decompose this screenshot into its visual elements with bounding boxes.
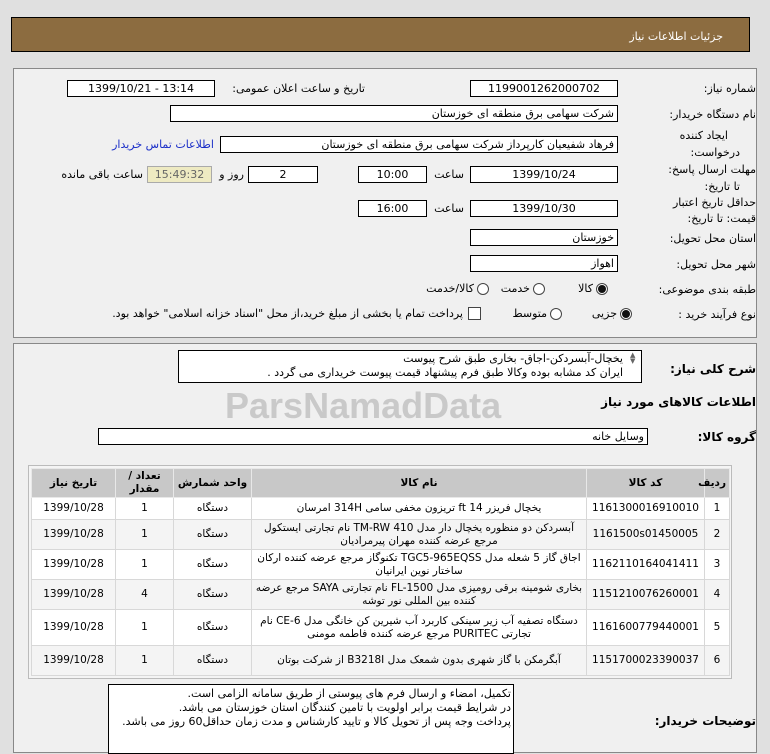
days-label: روز و (219, 168, 244, 181)
category-both-radio[interactable] (477, 283, 489, 295)
group-field: وسایل خانه (98, 428, 648, 445)
cell-name: بخاری شومینه برقی رومیزی مدل FL-1500 نام تجارتی SAYA مرجع عرضه کننده بین المللی نور توشه (252, 580, 587, 610)
time-remaining-field: 15:49:32 (147, 166, 212, 183)
category-service-radio[interactable] (533, 283, 545, 295)
cell-row-number: 1 (705, 498, 730, 520)
cell-code: 1151210076260001 (587, 580, 705, 610)
city-label: شهر محل تحویل: (676, 258, 756, 271)
need-number-field: 1199001262000702 (470, 80, 618, 97)
city-field: اهواز (470, 255, 618, 272)
category-both-label: کالا/خدمت (426, 282, 474, 295)
table-row (32, 498, 730, 520)
watermark: ParsNamadData (225, 385, 502, 426)
creator-label-1: ایجاد کننده (679, 129, 728, 142)
province-label: استان محل تحویل: (669, 232, 756, 245)
cell-date: 1399/10/28 (32, 520, 116, 550)
cell-code: 1161500s01450005 (587, 520, 705, 550)
page-title: جزئیات اطلاعات نیاز (629, 30, 723, 43)
days-remaining-field: 2 (248, 166, 318, 183)
treasury-payment-label: پرداخت تمام یا بخشی از مبلغ خرید،از محل "اسناد خزانه اسلامی" خواهد بود. (112, 307, 463, 320)
cell-row-number: 6 (705, 646, 730, 676)
scroll-arrows-icon[interactable]: ▲ ▼ (630, 351, 636, 365)
buyer-notes-box (108, 684, 514, 754)
cell-unit: دستگاه (174, 550, 252, 580)
cell-unit: دستگاه (174, 610, 252, 646)
process-minor-label: جزیی (591, 307, 617, 320)
cell-unit: دستگاه (174, 646, 252, 676)
creator-field: فرهاد شفیعیان کارپرداز شرکت سهامی برق منطقه ای خوزستان (220, 136, 618, 153)
creator-label-2: درخواست: (690, 146, 740, 159)
announce-label: تاریخ و ساعت اعلان عمومی: (232, 82, 365, 95)
cell-row-number: 2 (705, 520, 730, 550)
validity-time-label: ساعت (434, 202, 464, 215)
cell-quantity: 1 (116, 520, 174, 550)
header-row-number: ردیف (705, 469, 730, 498)
deadline-label-1: مهلت ارسال پاسخ: (668, 163, 756, 176)
validity-label-2: قیمت: تا تاریخ: (687, 212, 756, 225)
cell-row-number: 3 (705, 550, 730, 580)
header-date: تاریخ نیاز (32, 469, 116, 498)
treasury-payment-checkbox[interactable] (468, 307, 481, 320)
deadline-time-field: 10:00 (358, 166, 427, 183)
announce-field: 1399/10/21 - 13:14 (67, 80, 215, 97)
cell-name: آبگرمکن با گاز شهری بدون شمعک مدل B3218I از شرکت بوتان (252, 646, 587, 676)
page-header (11, 17, 750, 52)
cell-code: 1161300016910010 (587, 498, 705, 520)
header-unit: واحد شمارش (174, 469, 252, 498)
buyer-note-line: تکمیل، امضاء و ارسال فرم های پیوستی از طریق سامانه الزامی است. (187, 687, 511, 700)
header-name: نام کالا (252, 469, 587, 498)
validity-time-field: 16:00 (358, 200, 427, 217)
buyer-note-line: پرداخت وجه پس از تحویل کالا و تایید کارشناس و مدت زمان حداقل60 روز می باشد. (122, 715, 511, 728)
cell-name: اجاق گاز 5 شعله مدل TGC5-965EQSS تکنوگاز مرجع عرضه کننده ارکان ساختار نوین ایرانیان (252, 550, 587, 580)
description-textarea[interactable] (178, 350, 642, 383)
remaining-label: ساعت باقی مانده (61, 168, 143, 181)
goods-table (31, 468, 730, 676)
category-label: طبقه بندی موضوعی: (658, 283, 756, 296)
cell-date: 1399/10/28 (32, 580, 116, 610)
description-label: شرح کلی نیاز: (670, 362, 756, 376)
goods-table-wrapper (28, 465, 732, 679)
need-number-label: شماره نیاز: (703, 82, 756, 95)
table-row (32, 520, 730, 550)
buyer-label: نام دستگاه خریدار: (669, 108, 756, 121)
cell-row-number: 5 (705, 610, 730, 646)
category-goods-label: کالا (578, 282, 593, 295)
cell-name: یخچال فریزر 14 ft تریزون مخفی سامی 314H امرسان (252, 498, 587, 520)
validity-label-1: حداقل تاریخ اعتبار (672, 196, 756, 209)
validity-date-field: 1399/10/30 (470, 200, 618, 217)
header-quantity: تعداد / مقدار (116, 469, 174, 498)
table-row (32, 646, 730, 676)
deadline-time-label: ساعت (434, 168, 464, 181)
category-service-label: خدمت (500, 282, 530, 295)
table-row (32, 580, 730, 610)
category-goods-radio[interactable] (596, 283, 608, 295)
process-medium-label: متوسط (512, 307, 547, 320)
cell-date: 1399/10/28 (32, 550, 116, 580)
cell-code: 1151700023390037 (587, 646, 705, 676)
cell-quantity: 1 (116, 498, 174, 520)
cell-code: 1162110164041411 (587, 550, 705, 580)
buyer-notes-label: توضیحات خریدار: (654, 714, 756, 728)
cell-unit: دستگاه (174, 498, 252, 520)
cell-quantity: 4 (116, 580, 174, 610)
description-line-1: یخچال-آبسردکن-اجاق- بخاری طبق شرح پیوست (403, 352, 623, 365)
cell-unit: دستگاه (174, 520, 252, 550)
description-line-2: ایران کد مشابه بوده وکالا طبق فرم پیشنهاد قیمت پیوست خریداری می گردد . (267, 366, 623, 379)
cell-date: 1399/10/28 (32, 646, 116, 676)
group-label: گروه کالا: (697, 430, 756, 444)
cell-name: آبسردکن دو منظوره یخچال دار مدل TM-RW 410 نام تجارتی ایستکول مرجع عرضه کننده مهران پیرمرادیان (252, 520, 587, 550)
table-row (32, 550, 730, 580)
header-code: کد کالا (587, 469, 705, 498)
cell-quantity: 1 (116, 646, 174, 676)
cell-quantity: 1 (116, 610, 174, 646)
process-label: نوع فرآیند خرید : (678, 308, 756, 321)
deadline-label-2: تا تاریخ: (704, 180, 740, 193)
buyer-contact-link[interactable]: اطلاعات تماس خریدار (112, 138, 214, 151)
cell-name: دستگاه تصفیه آب زیر سینکی کاربرد آب شیرین کن خانگی مدل CE-6 نام تجارتی PURITEC مرجع عرضه کننده فاطمه مومنی (252, 610, 587, 646)
province-field: خوزستان (470, 229, 618, 246)
table-row (32, 610, 730, 646)
cell-quantity: 1 (116, 550, 174, 580)
cell-row-number: 4 (705, 580, 730, 610)
cell-date: 1399/10/28 (32, 610, 116, 646)
cell-unit: دستگاه (174, 580, 252, 610)
deadline-date-field: 1399/10/24 (470, 166, 618, 183)
process-minor-radio[interactable] (620, 308, 632, 320)
goods-heading: اطلاعات کالاهای مورد نیاز (601, 395, 756, 409)
process-medium-radio[interactable] (550, 308, 562, 320)
buyer-note-line: در شرایط قیمت برابر اولویت با تامین کنندگان استان خوزستان می باشد. (178, 701, 511, 714)
table-header-row (32, 469, 730, 498)
cell-date: 1399/10/28 (32, 498, 116, 520)
buyer-field: شرکت سهامی برق منطقه ای خوزستان (170, 105, 618, 122)
cell-code: 1161600779440001 (587, 610, 705, 646)
